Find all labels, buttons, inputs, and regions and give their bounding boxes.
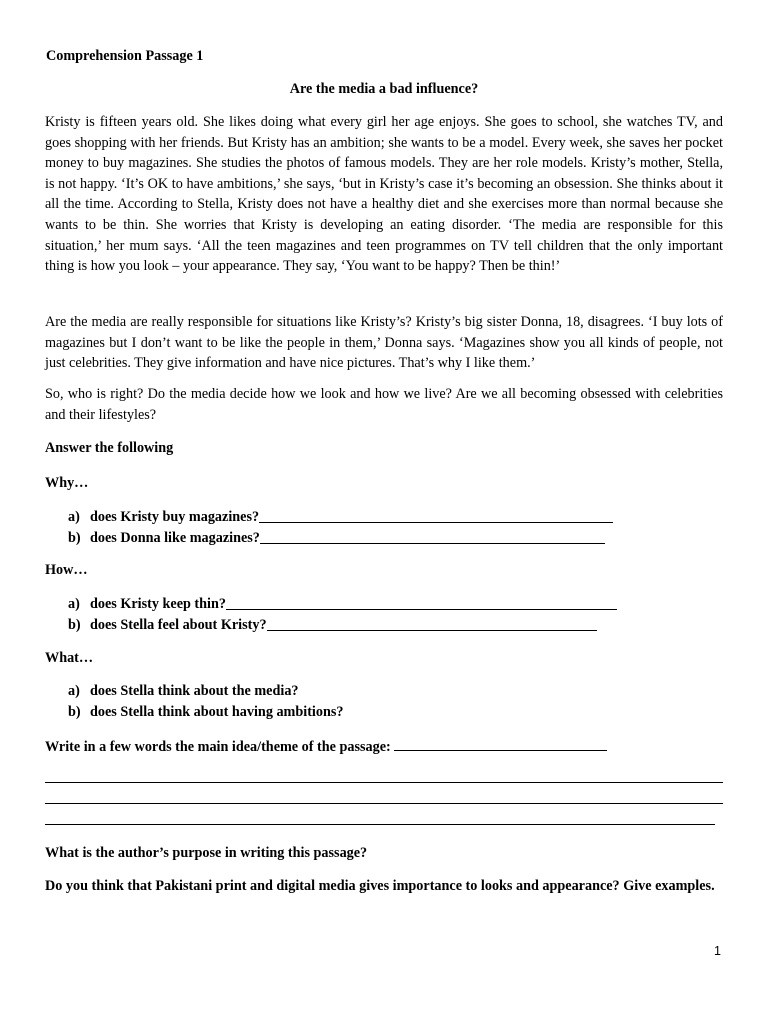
question-letter: a)	[68, 509, 80, 525]
question-item	[68, 507, 723, 528]
question-letter: b)	[68, 616, 81, 633]
question-text: does Stella think about the media?	[90, 683, 299, 699]
question-text: does Kristy keep thin?	[90, 596, 226, 612]
page-number: 1	[714, 944, 721, 958]
question-item	[68, 615, 723, 636]
purpose-question: What is the author’s purpose in writing this passage?	[45, 845, 368, 861]
question-text: does Donna like magazines?	[90, 529, 260, 546]
question-item	[68, 594, 723, 615]
question-letter: b)	[68, 529, 81, 546]
media-question: Do you think that Pakistani print and digital media gives importance to looks and appearance? Give examples.	[45, 878, 715, 894]
answer-line[interactable]	[45, 803, 723, 804]
main-idea-prompt-text: Write in a few words the main idea/theme of the passage:	[45, 739, 395, 755]
how-questions	[68, 594, 723, 635]
answer-line[interactable]	[226, 594, 617, 610]
main-idea-prompt	[45, 735, 723, 758]
paragraph-1: Kristy is fifteen years old. She likes doing what every girl her age enjoys. She goes to school, she watches TV, and goes shopping with her friends. But Kristy has an ambition; she wants to be a model. Every week, she saves her pocket money to buy magazines. She studies the photos of famous models. They are her role models. Kristy’s mother, Stella, is not happy. ‘It’s OK to have ambitions,’ she says, ‘but in Kristy’s case it’s becoming an obsession. She thinks about it all the time. According to Stella, Kristy does not have a healthy diet and she exercises more than normal because she wants to be thin. She worries that Kristy is developing an eating disorder. ‘The media are responsible for this situation,’ her mum says. ‘All the teen magazines and teen programmes on TV tell children that the only important thing is how you look – your appearance. They say, ‘You want to be happy? Then be thin!’	[45, 114, 723, 275]
answer-line[interactable]	[259, 507, 613, 523]
why-questions	[68, 507, 723, 548]
question-letter: b)	[68, 703, 81, 720]
passage-heading: Comprehension Passage 1	[46, 48, 204, 64]
question-text: does Kristy buy magazines?	[90, 509, 260, 525]
question-item	[68, 681, 723, 702]
paragraph-2: Are the media are really responsible for situations like Kristy’s? Kristy’s big sister Donna, 18, disagrees. ‘I buy lots of magazines but I don’t want to be like the people in them,’ Donna says. ‘Magazines show you all kinds of people, not just celebrities. They give information and have nice pictures. That’s why I like them.’	[45, 314, 723, 372]
answer-line[interactable]	[394, 735, 607, 751]
answer-line[interactable]	[45, 782, 723, 783]
passage-title: Are the media a bad influence?	[289, 81, 479, 97]
question-letter: a)	[68, 596, 80, 612]
question-letter: a)	[68, 683, 80, 699]
answer-line[interactable]	[45, 824, 715, 825]
answer-line[interactable]	[267, 615, 597, 631]
question-item	[68, 702, 723, 723]
question-text: does Stella feel about Kristy?	[90, 616, 267, 633]
what-label: What…	[45, 650, 94, 666]
paragraph-3: So, who is right? Do the media decide how we look and how we live? Are we all becoming obsessed with celebrities and their lifestyles?	[45, 386, 723, 423]
question-item	[68, 528, 723, 549]
what-questions	[68, 681, 723, 722]
why-label: Why…	[45, 475, 89, 491]
answer-line[interactable]	[260, 528, 605, 544]
answer-heading: Answer the following	[45, 440, 174, 456]
question-text: does Stella think about having ambitions?	[90, 703, 344, 720]
how-label: How…	[45, 562, 88, 578]
